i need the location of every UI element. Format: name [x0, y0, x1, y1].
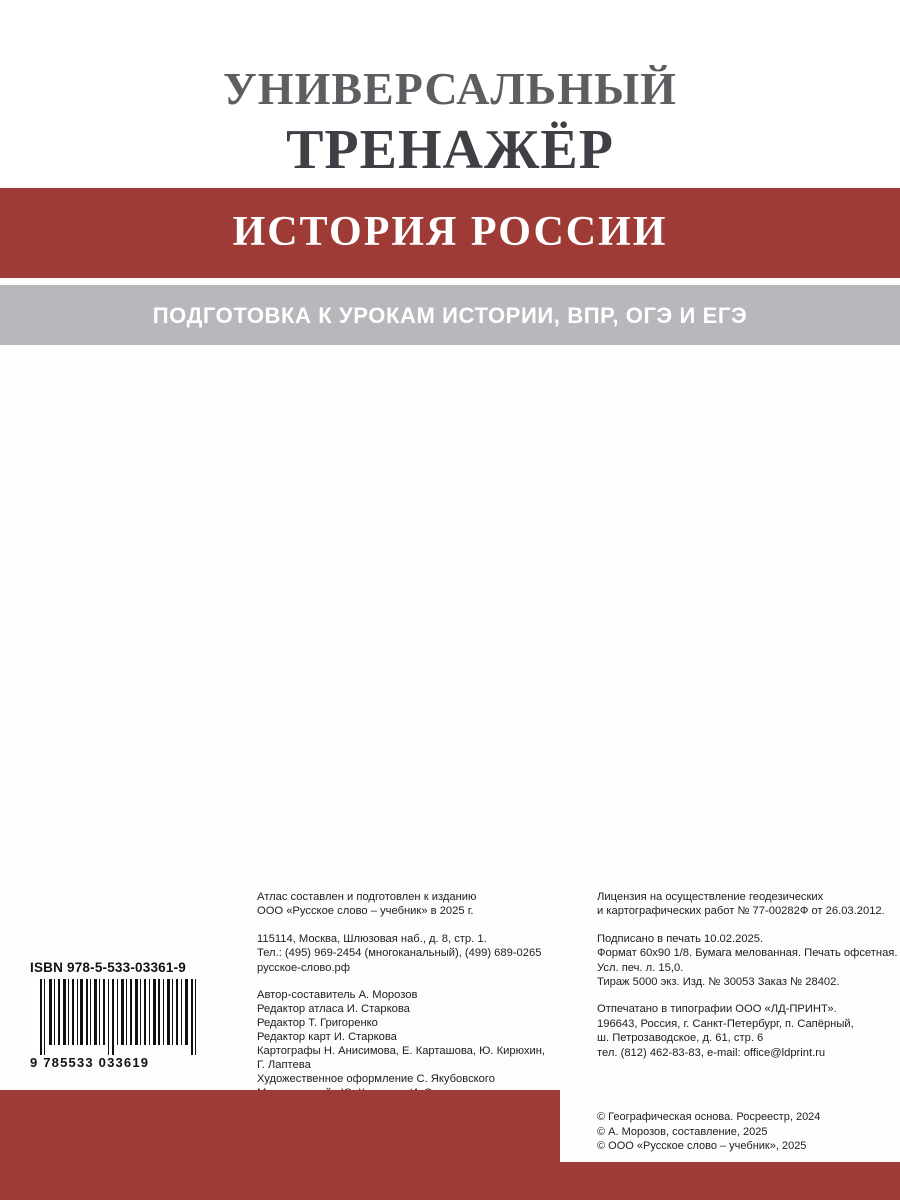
isbn-barcode-area [30, 960, 210, 1090]
colophon-line: Подписано в печать 10.02.2025. [597, 932, 764, 945]
colophon-left-column [257, 890, 587, 1114]
colophon-line: 196643, Россия, г. Санкт-Петербург, п. Сапёрный, [597, 1017, 854, 1030]
barcode-digits: 9 785533 033619 [30, 1055, 150, 1070]
colophon-line: Усл. печ. л. 15,0. [597, 961, 684, 974]
colophon-line: Тел.: (495) 969-2454 (многоканальный), (499) 689-0265 [257, 947, 542, 960]
colophon-line: Художественное оформление С. Якубовского [257, 1073, 495, 1086]
colophon-line: Формат 60x90 1/8. Бумага мелованная. Печать офсетная. [597, 947, 898, 960]
cover-subject: ИСТОРИЯ РОССИИ [232, 209, 668, 255]
isbn-label: ISBN 978-5-533-03361-9 [30, 960, 186, 975]
colophon-line: и картографических работ № 77-00282Ф от 26.03.2012. [597, 905, 885, 918]
copyright-line: © Географическая основа. Росреестр, 2024 [597, 1111, 821, 1123]
barcode-icon [30, 979, 206, 1070]
colophon-address-block [257, 932, 587, 975]
colophon-publisher-block [257, 890, 587, 919]
colophon-line: ш. Петрозаводское, д. 61, стр. 6 [597, 1032, 764, 1045]
colophon-line: 115114, Москва, Шлюзовая наб., д. 8, стр. 1. [257, 932, 487, 945]
cover-title-line2: ТРЕНАЖЁР [286, 119, 614, 181]
copyright-block [597, 1110, 897, 1154]
cover-tagline-band [0, 285, 900, 345]
colophon-line: Редактор Т. Григоренко [257, 1017, 378, 1030]
colophon-line: Редактор атласа И. Старкова [257, 1003, 410, 1016]
colophon-line: Тираж 5000 экз. Изд. № 30053 Заказ № 28402. [597, 976, 840, 989]
colophon-line: Атлас составлен и подготовлен к изданию [257, 891, 477, 903]
colophon-line: Г. Лаптева [257, 1059, 311, 1072]
cover-title-line1: УНИВЕРСАЛЬНЫЙ [223, 63, 677, 114]
colophon-line: Лицензия на осуществление геодезических [597, 891, 824, 903]
colophon-line: Редактор карт И. Старкова [257, 1031, 397, 1044]
colophon-line: Автор-составитель А. Морозов [257, 989, 418, 1002]
colophon-license-block [597, 890, 897, 919]
colophon-line: Отпечатано в типографии ООО «ЛД-ПРИНТ». [597, 1003, 837, 1016]
copyright-line: © А. Морозов, составление, 2025 [597, 1125, 768, 1138]
colophon-print-details-block [597, 932, 897, 990]
colophon-line: Картографы Н. Анисимова, Е. Карташова, Ю. Кирюхин, [257, 1045, 545, 1058]
colophon-line: ООО «Русское слово – учебник» в 2025 г. [257, 905, 474, 918]
cover-subject-band [0, 188, 900, 278]
cover-tagline: ПОДГОТОВКА К УРОКАМ ИСТОРИИ, ВПР, ОГЭ И ЕГЭ [152, 303, 748, 328]
colophon-printer-block [597, 1002, 897, 1060]
colophon-line: тел. (812) 462-83-83, e-mail: office@ldprint.ru [597, 1046, 826, 1059]
colophon-right-column [597, 890, 897, 1060]
copyright-line: © ООО «Русское слово – учебник», 2025 [597, 1140, 807, 1152]
colophon-line: русское-слово.рф [257, 961, 350, 974]
cover-header [0, 0, 900, 188]
